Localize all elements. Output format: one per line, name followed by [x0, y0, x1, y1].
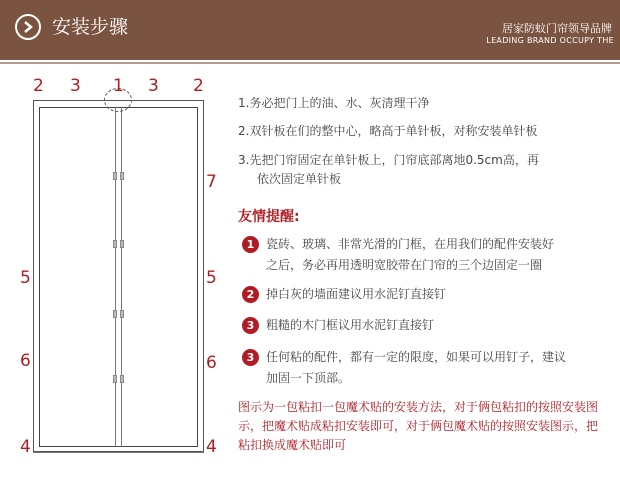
magnet-clip — [120, 375, 124, 383]
tip-text: 掉白灰的墙面建议用水泥钉直接钉 — [266, 287, 447, 301]
dim-label: 4 — [20, 437, 31, 457]
magnet-clip — [113, 172, 117, 180]
dim-label: 5 — [206, 268, 217, 288]
installation-note: 图示为一包粘扣一包魔术贴的安装方法，对于俩包粘扣的按照安装图示，把魔术贴成粘扣安装即可，对于俩包魔术贴的按照安装图示，把粘扣换成魔术贴即可 — [238, 400, 599, 452]
magnet-clip — [113, 310, 117, 318]
number-icon: 3 — [242, 349, 259, 366]
step-text: 3.先把门帘固定在单针板上，门帘底部离地0.5cm高，再 — [238, 153, 539, 167]
header-divider — [0, 62, 620, 64]
dim-label: 3 — [148, 76, 159, 96]
step-text: 2.双针板在们的整中心，略高于单针板，对称安装单针板 — [238, 124, 538, 138]
dim-label: 2 — [193, 76, 204, 96]
magnet-clip — [120, 172, 124, 180]
curtain-seam — [121, 107, 122, 447]
chevron-right-icon — [15, 14, 41, 40]
magnet-clip — [113, 375, 117, 383]
brand-slogan-en: LEADING BRAND OCCUPY THE — [486, 36, 614, 45]
tip-text: 粗糙的木门框议用水泥钉直接钉 — [266, 318, 435, 332]
dim-label: 6 — [20, 351, 31, 371]
number-icon: 3 — [242, 317, 259, 334]
dim-label: 6 — [206, 353, 217, 373]
step-text: 1.务必把门上的油、水、灰清理干净 — [238, 96, 430, 110]
header-banner — [0, 0, 620, 60]
number-icon: 1 — [242, 236, 259, 253]
door-curtain — [39, 107, 198, 447]
dim-label: 7 — [206, 172, 217, 192]
tip-text: 任何粘的配件，都有一定的限度，如果可以用钉子，建议 加固一下顶部。 — [266, 350, 567, 385]
magnet-clip — [120, 310, 124, 318]
dim-label: 5 — [20, 268, 31, 288]
page-title: 安装步骤 — [52, 16, 129, 38]
curtain-seam — [115, 107, 116, 447]
magnet-clip — [120, 240, 124, 248]
tips-heading: 友情提醒: — [238, 209, 300, 225]
tip-text: 瓷砖、玻璃、非常光滑的门框，在用我们的配件安装好 之后，务必再用透明宽胶带在门帘的三个边固定一圈 — [266, 237, 555, 272]
dim-label: 2 — [33, 76, 44, 96]
dim-label: 1 — [113, 76, 124, 96]
magnet-clip — [113, 240, 117, 248]
number-icon: 2 — [242, 286, 259, 303]
dim-label: 3 — [70, 76, 81, 96]
brand-slogan: 居家防蚊门帘领导品牌 — [502, 22, 612, 35]
door-threshold — [33, 452, 204, 456]
dim-label: 4 — [206, 437, 217, 457]
step-text: 依次固定单针板 — [257, 172, 342, 186]
